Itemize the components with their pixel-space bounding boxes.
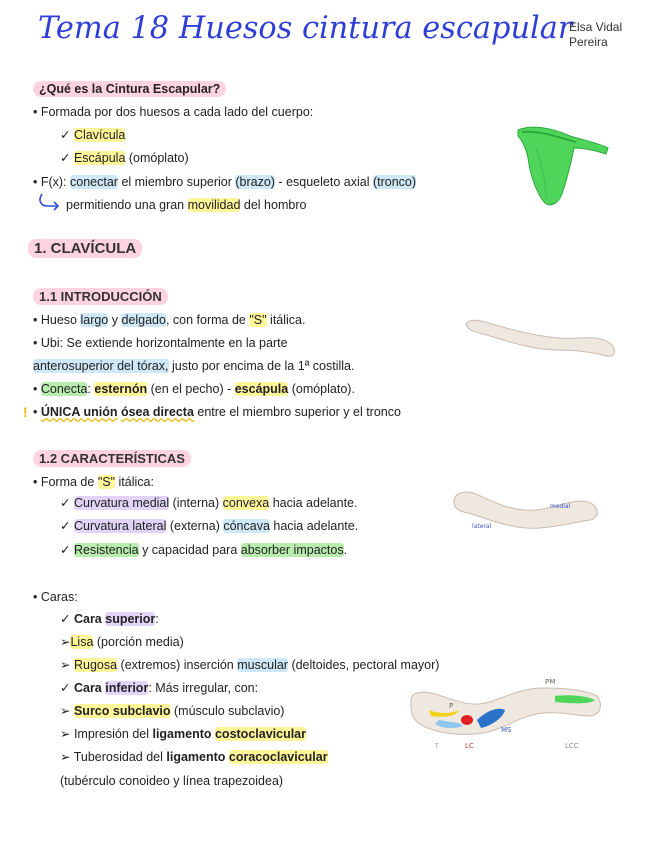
label-pm: PM [545,678,556,686]
item-cara-superior [60,610,159,628]
r-part-b: y capacidad para [138,543,241,557]
porcion-media-text: (porción media) [93,635,184,649]
resistencia-text: Resistencia [73,543,139,557]
cara-text: Cara [73,612,106,626]
d4: (omóplato). [288,382,355,396]
label-t: T [435,743,439,750]
fx-brazo: (brazo) [235,175,275,189]
item-curvatura-medial [60,494,357,512]
fx-part-c: - esqueleto axial [274,175,373,189]
author-name [569,20,622,50]
item-resistencia [60,541,347,559]
line-tuberculo: (tubérculo conoideo y línea trapezoidea) [60,774,284,788]
rug-part-d: (deltoides, pectoral mayor) [287,658,440,672]
ligamento-text: ligamento [152,727,215,741]
anterosuperior-text: anterosuperior del tórax, [33,359,169,373]
e1: • [33,405,41,419]
line-ubi: • Ubi: Se extiende horizontalmente en la parte [33,336,288,350]
fx-tronco: (tronco) [372,175,417,189]
label-p: P [449,702,454,710]
arrow-icon: ➢ [60,658,71,672]
section-clavicula-heading [28,240,142,258]
check-icon: ✓ [60,612,71,626]
label-ms: MS [501,726,512,734]
f2: itálica: [115,475,154,489]
author-second-line: Pereira [569,35,608,49]
check-icon: ✓ [60,519,71,533]
rugosa-text: Rugosa [73,658,118,672]
musculo-subclavio-text: (músculo subclavio) [170,704,285,718]
arrow-icon: ➢ [60,704,71,718]
intro-line-fx [33,173,416,191]
s-italica-text: "S" [97,475,116,489]
clavicle-inferior-illustration [405,674,605,754]
surco-subclavio-text: Surco subclavio [73,704,171,718]
subsection-introduccion-heading [33,288,168,306]
item-impresion [60,725,306,743]
osea-directa-text: ósea directa [120,405,194,419]
clavicle-small-illustration [462,316,622,362]
escapula-bold-text: escápula [234,382,289,396]
coracoclavicular-text: coracoclavicular [228,750,328,764]
author-first-line: Elsa Vidal [569,20,623,34]
clavicle-curves-illustration [450,488,605,538]
e3: entre el miembro superior y el tronco [193,405,401,419]
absorber-impactos-text: absorber impactos [240,543,344,557]
lisa-text: Lisa [70,635,94,649]
line-unica-union [33,403,401,421]
subsection-introduccion-text: 1.1 INTRODUCCIÓN [33,288,168,305]
cara-inf-text: Cara [73,681,106,695]
line-caras: • Caras: [33,590,78,604]
page-title: Tema 18 Huesos cintura escapular [38,10,573,46]
ligamento-text: ligamento [166,750,229,764]
intro-line-formada: • Formada por dos huesos a cada lado del cuerpo: [33,105,314,119]
label-medial: medial [550,503,571,510]
colon: : [155,612,159,626]
f1: • Forma de [33,475,98,489]
l-end: hacia adelante. [269,519,359,533]
delgado-text: delgado [121,313,166,327]
item-curvatura-lateral [60,517,358,535]
r-end: . [343,543,348,557]
costilla-text: justo por encima de la 1ª costilla. [168,359,355,373]
convexa-text: convexa [222,496,270,510]
rug-part-b: (extremos) inserción [117,658,238,672]
scapula-illustration [512,118,612,210]
escapula-text: Escápula [73,151,126,165]
unica-union-text: ÚNICA unión [40,405,118,419]
exclamation-icon: ! [23,404,28,420]
section-clavicula-heading-text: 1. CLAVÍCULA [28,239,142,258]
line-conecta [33,380,355,398]
curvatura-medial-text: Curvatura medial [73,496,170,510]
fx-part-b: el miembro superior [117,175,236,189]
a1: • Hueso [33,313,81,327]
subsection-caracteristicas-heading [33,450,191,468]
curved-arrow-icon [36,192,62,212]
perm-part-a: permitiendo una gran [66,198,188,212]
ci-rest: : Más irregular, con: [148,681,259,695]
a2: y [108,313,122,327]
label-lcc: LCC [565,742,579,750]
arrow-icon: ➢ [60,635,71,649]
arrow-icon: ➢ [60,727,71,741]
check-icon: ✓ [60,681,71,695]
superior-text: superior [105,612,156,626]
check-icon: ✓ [60,496,71,510]
intro-item-clavicula [60,126,125,144]
s-text: "S" [249,313,267,327]
m-end: hacia adelante. [269,496,358,510]
subsection-caracteristicas-text: 1.2 CARACTERÍSTICAS [33,450,191,467]
movilidad-text: movilidad [187,198,241,212]
a3: , con forma de [165,313,250,327]
clavicula-text: Clavícula [73,128,126,142]
check-icon: ✓ [60,543,71,557]
concava-text: cóncava [223,519,270,533]
intro-heading-text: ¿Qué es la Cintura Escapular? [33,81,226,97]
a4: itálica. [266,313,306,327]
item-rugosa [60,656,439,674]
escapula-rest: (omóplato) [125,151,189,165]
esternon-text: esternón [94,382,148,396]
item-cara-inferior [60,679,258,697]
muscular-text: muscular [237,658,288,672]
line-hueso-largo [33,311,305,329]
arrow-icon: ➢ [60,750,71,764]
externa-text: (externa) [166,519,224,533]
line-forma-s [33,473,154,491]
interna-text: (interna) [169,496,223,510]
perm-part-b: del hombro [240,198,307,212]
fx-label: • F(x): [33,175,71,189]
d3: (en el pecho) - [147,382,235,396]
item-tuberosidad [60,748,328,766]
conecta-text: Conecta [40,382,88,396]
imp-part-a: Impresión del [70,727,153,741]
label-lc: LC [465,742,474,750]
check-icon: ✓ [60,128,71,142]
intro-item-escapula [60,149,189,167]
label-lateral: lateral [472,523,492,530]
intro-line-movilidad [66,196,306,214]
check-icon: ✓ [60,151,71,165]
item-surco-subclavio [60,702,284,720]
costoclavicular-text: costoclavicular [214,727,306,741]
item-lisa [60,633,184,651]
d1: • [33,382,41,396]
d2: : [87,382,95,396]
curvatura-lateral-text: Curvatura lateral [73,519,167,533]
largo-text: largo [80,313,109,327]
fx-conectar: conectar [70,175,118,189]
intro-heading [33,80,226,98]
line-anterosuperior [33,357,354,375]
inferior-text: inferior [105,681,149,695]
tub-part-a: Tuberosidad del [70,750,167,764]
